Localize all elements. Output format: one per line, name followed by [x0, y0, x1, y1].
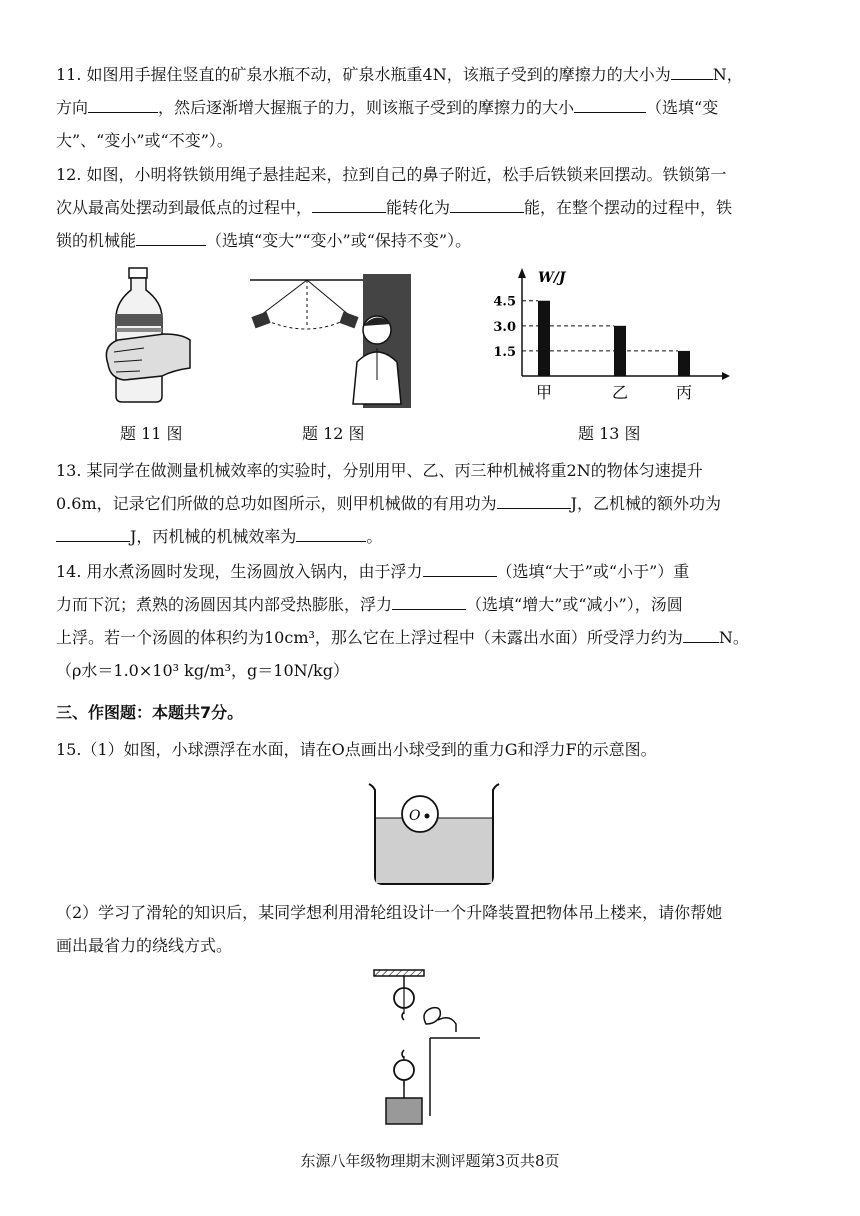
q11-blank-1[interactable] — [671, 61, 713, 80]
q12-text-2: 次从最高处摆动到最低点的过程中， — [56, 198, 313, 217]
question-14 — [56, 555, 816, 687]
y-axis-label: W/J — [538, 270, 566, 286]
q11-text-3: 方向 — [56, 98, 89, 117]
q13-blank-1[interactable] — [497, 490, 571, 509]
q15-text-1: 15.（1）如图，小球漂浮在水面，请在O点画出小球受到的重力G和浮力F的示意图。 — [56, 740, 657, 759]
point-o[interactable] — [425, 814, 430, 819]
q12-text-1: 12. 如图，小明将铁锁用绳子悬挂起来，拉到自己的鼻子附近，松手后铁锁来回摆动。铁锁第一 — [56, 165, 727, 184]
x-category-label: 乙 — [611, 383, 629, 402]
q15-text-3: 画出最省力的绕线方式。 — [56, 936, 233, 955]
section-3-heading: 三、作图题：本题共7分。 — [56, 703, 244, 722]
q12-text-3: 能转化为 — [386, 198, 451, 217]
q11-text-2: N， — [712, 65, 743, 84]
q12-text-5: 锁的机械能 — [56, 231, 137, 250]
y-tick-label: 1.5 — [493, 344, 516, 360]
q14-text-4: （选填“增大”或“减小”），汤圆 — [466, 595, 683, 614]
person-figure — [424, 1008, 440, 1024]
q13-text-3: J，乙机械的额外功为 — [570, 494, 722, 513]
q12-blank-2[interactable] — [450, 194, 524, 213]
y-axis-arrow — [518, 268, 526, 278]
work-bar-chart — [490, 268, 710, 408]
question-15-part1 — [56, 733, 816, 766]
y-tick-label: 4.5 — [493, 294, 516, 310]
q15-text-2: （2）学习了滑轮的知识后，某同学想利用滑轮组设计一个升降装置把物体吊上楼来，请你帮她 — [56, 903, 723, 922]
q12-blank-1[interactable] — [312, 194, 386, 213]
movable-pulley — [394, 1060, 414, 1080]
pendulum-figure — [245, 270, 425, 410]
question-11 — [56, 58, 816, 157]
x-category-label: 甲 — [535, 383, 553, 402]
q14-constants: （ρ水＝1.0×10³ kg/m³，g＝10N/kg） — [56, 661, 349, 680]
x-category-label: 丙 — [675, 383, 693, 402]
q12-text-4: 能，在整个摆动的过程中，铁 — [524, 198, 733, 217]
bottle-hand-figure — [104, 268, 194, 408]
page-footer: 东源八年级物理期末测评题第3页共8页 — [300, 1152, 560, 1170]
beaker-figure[interactable] — [365, 780, 505, 890]
caption-fig-11: 题 11 图 — [120, 424, 183, 443]
bar-甲 — [538, 301, 550, 376]
q11-text-5: （选填“变 — [646, 98, 719, 117]
q14-text-6: N。 — [718, 628, 749, 647]
question-12 — [56, 158, 816, 257]
caption-fig-12: 题 12 图 — [302, 424, 365, 443]
q13-text-5: 。 — [366, 527, 383, 546]
q11-text-1: 11. 如图用手握住竖直的矿泉水瓶不动，矿泉水瓶重4N，该瓶子受到的摩擦力的大小为 — [56, 65, 671, 84]
question-13 — [56, 454, 816, 553]
q14-text-1: 14. 用水煮汤圆时发现，生汤圆放入锅内，由于浮力 — [56, 562, 423, 581]
q14-text-3: 力而下沉；煮熟的汤圆因其内部受热膨胀，浮力 — [56, 595, 393, 614]
q13-text-4: J，丙机械的机械效率为 — [130, 527, 297, 546]
q11-text-6: 大”、“变小”或“不变”）。 — [56, 131, 233, 150]
q13-blank-2[interactable] — [56, 523, 130, 542]
y-tick-label: 3.0 — [493, 319, 516, 335]
q14-blank-2[interactable] — [392, 591, 466, 610]
pulley-figure[interactable] — [370, 966, 500, 1126]
q13-text-2: 0.6m，记录它们所做的总功如图所示，则甲机械做的有用功为 — [56, 494, 497, 513]
ceiling-mount — [374, 970, 424, 976]
load-block — [386, 1098, 422, 1124]
caption-fig-13: 题 13 图 — [578, 424, 641, 443]
q14-text-2: （选填“大于”或“小于”）重 — [496, 562, 690, 581]
point-o-label: O — [409, 808, 421, 824]
q11-text-4: ，然后逐渐增大握瓶子的力，则该瓶子受到的摩擦力的大小 — [158, 98, 575, 117]
q13-text-1: 13. 某同学在做测量机械效率的实验时，分别用甲、乙、丙三种机械将重2N的物体匀速提升 — [56, 461, 703, 480]
bar-丙 — [678, 351, 690, 376]
question-15-part2 — [56, 896, 816, 962]
x-axis-arrow — [722, 372, 730, 380]
q14-blank-1[interactable] — [423, 558, 497, 577]
q11-blank-2[interactable] — [88, 94, 158, 113]
q12-text-6: （选填“变大”“变小”或“保持不变”）。 — [206, 231, 472, 250]
q13-blank-3[interactable] — [296, 523, 366, 542]
q14-blank-3[interactable] — [683, 624, 719, 643]
q14-text-5: 上浮。若一个汤圆的体积约为10cm³，那么它在上浮过程中（未露出水面）所受浮力约为 — [56, 628, 683, 647]
q11-blank-3[interactable] — [574, 94, 646, 113]
q12-blank-3[interactable] — [136, 227, 206, 246]
